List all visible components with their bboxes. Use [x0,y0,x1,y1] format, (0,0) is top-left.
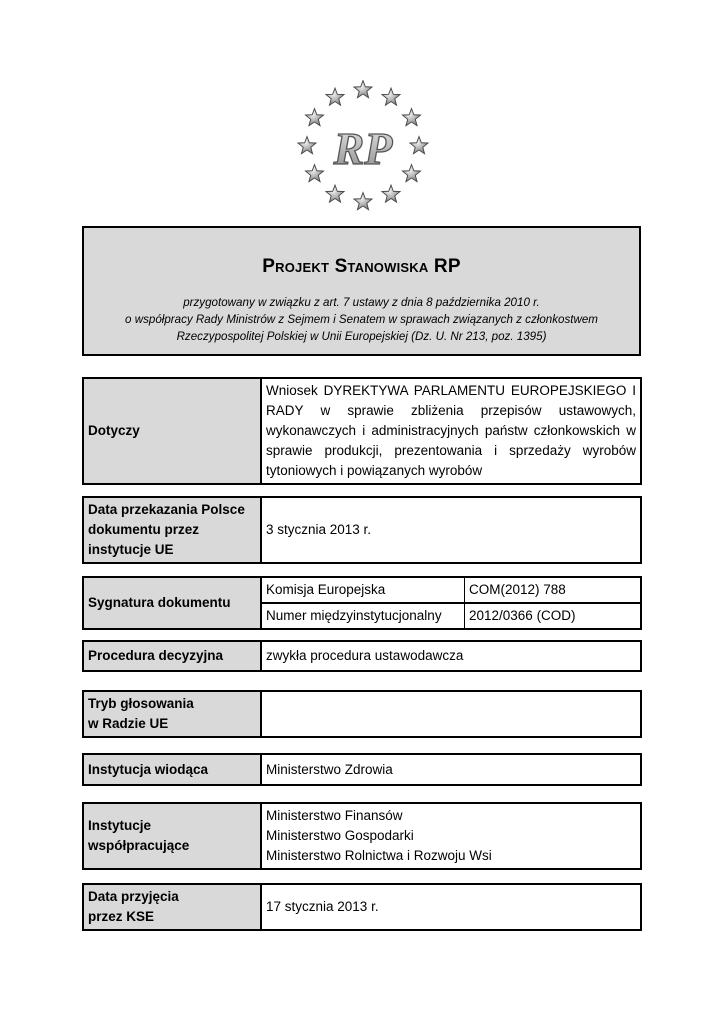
list-item: Ministerstwo Finansów [266,808,403,823]
document-subtitle [84,294,639,345]
rp-emblem-logo [290,80,436,212]
value-procedura: zwykła procedura ustawodawcza [261,641,641,671]
label-sygnatura: Sygnatura dokumentu [83,577,261,629]
label-line: Data przyjęcia [88,889,179,904]
star-icon [305,165,323,182]
subtitle-line: przygotowany w związku z art. 7 ustawy z dnia 8 października 2010 r. [183,296,540,309]
sygnatura-value: COM(2012) 788 [465,577,642,603]
table-instytucja-wiodaca [82,753,642,786]
star-icon [354,193,372,210]
table-sygnatura [82,576,642,630]
table-data-przekazania [82,496,642,564]
value-instytucje-wspolpracujace [261,803,641,869]
value-data-przekazania: 3 stycznia 2013 r. [261,497,641,563]
star-icon [382,88,400,105]
subtitle-line: o współpracy Rady Ministrów z Sejmem i Senatem w sprawach związanych z członkostwem [125,313,598,326]
label-line: w Radzie UE [88,716,169,731]
label-line: dokumentu przez [88,522,200,537]
label-procedura: Procedura decyzyjna [83,641,261,671]
star-icon [382,185,400,202]
label-dotyczy: Dotyczy [83,378,261,484]
star-icon [354,81,372,98]
star-icon [402,165,420,182]
value-data-przyjecia: 17 stycznia 2013 r. [261,884,641,930]
label-line: instytucje UE [88,542,174,557]
table-dotyczy [82,377,642,485]
logo-monogram: RP [333,123,393,174]
label-tryb-glosowania [83,691,261,737]
label-instytucja-wiodaca: Instytucja wiodąca [83,754,261,785]
sygnatura-value: 2012/0366 (COD) [465,603,642,629]
value-instytucja-wiodaca: Ministerstwo Zdrowia [261,754,641,785]
header-box [82,226,641,356]
star-icon [298,137,316,154]
table-tryb-glosowania [82,690,642,738]
label-line: Instytucje [88,818,152,833]
star-icon [402,109,420,126]
star-icon [326,88,344,105]
list-item: Ministerstwo Rolnictwa i Rozwoju Wsi [266,848,492,863]
value-dotyczy: Wniosek DYREKTYWA PARLAMENTU EUROPEJSKIEGO I RADY w sprawie zbliżenia przepisów ustawowych, wykonawczych i administracyjnych państw członkowskich w sprawie produkcji, prezentowania i sprzedaży wyrobów tytoniowych i powiązanych wyrobów [261,378,641,484]
label-data-przekazania [83,497,261,563]
table-instytucje-wspolpracujace [82,802,642,870]
label-instytucje-wspolpracujace [83,803,261,869]
sygnatura-name: Komisja Europejska [261,577,465,603]
document-title: Projekt Stanowiska RP [262,256,461,277]
table-procedura [82,640,642,672]
value-tryb-glosowania [261,691,641,737]
label-line: przez KSE [88,909,155,924]
table-data-przyjecia [82,883,642,931]
list-item: Ministerstwo Gospodarki [266,828,414,843]
star-icon [326,185,344,202]
sygnatura-name: Numer międzyinstytucjonalny [261,603,465,629]
subtitle-line: Rzeczypospolitej Polskiej w Unii Europejskiej (Dz. U. Nr 213, poz. 1395) [176,330,547,343]
star-icon [410,137,428,154]
label-line: Data przekazania Polsce [88,502,245,517]
label-line: Tryb głosowania [88,696,194,711]
star-icon [305,109,323,126]
label-line: współpracujące [88,838,190,853]
label-data-przyjecia [83,884,261,930]
